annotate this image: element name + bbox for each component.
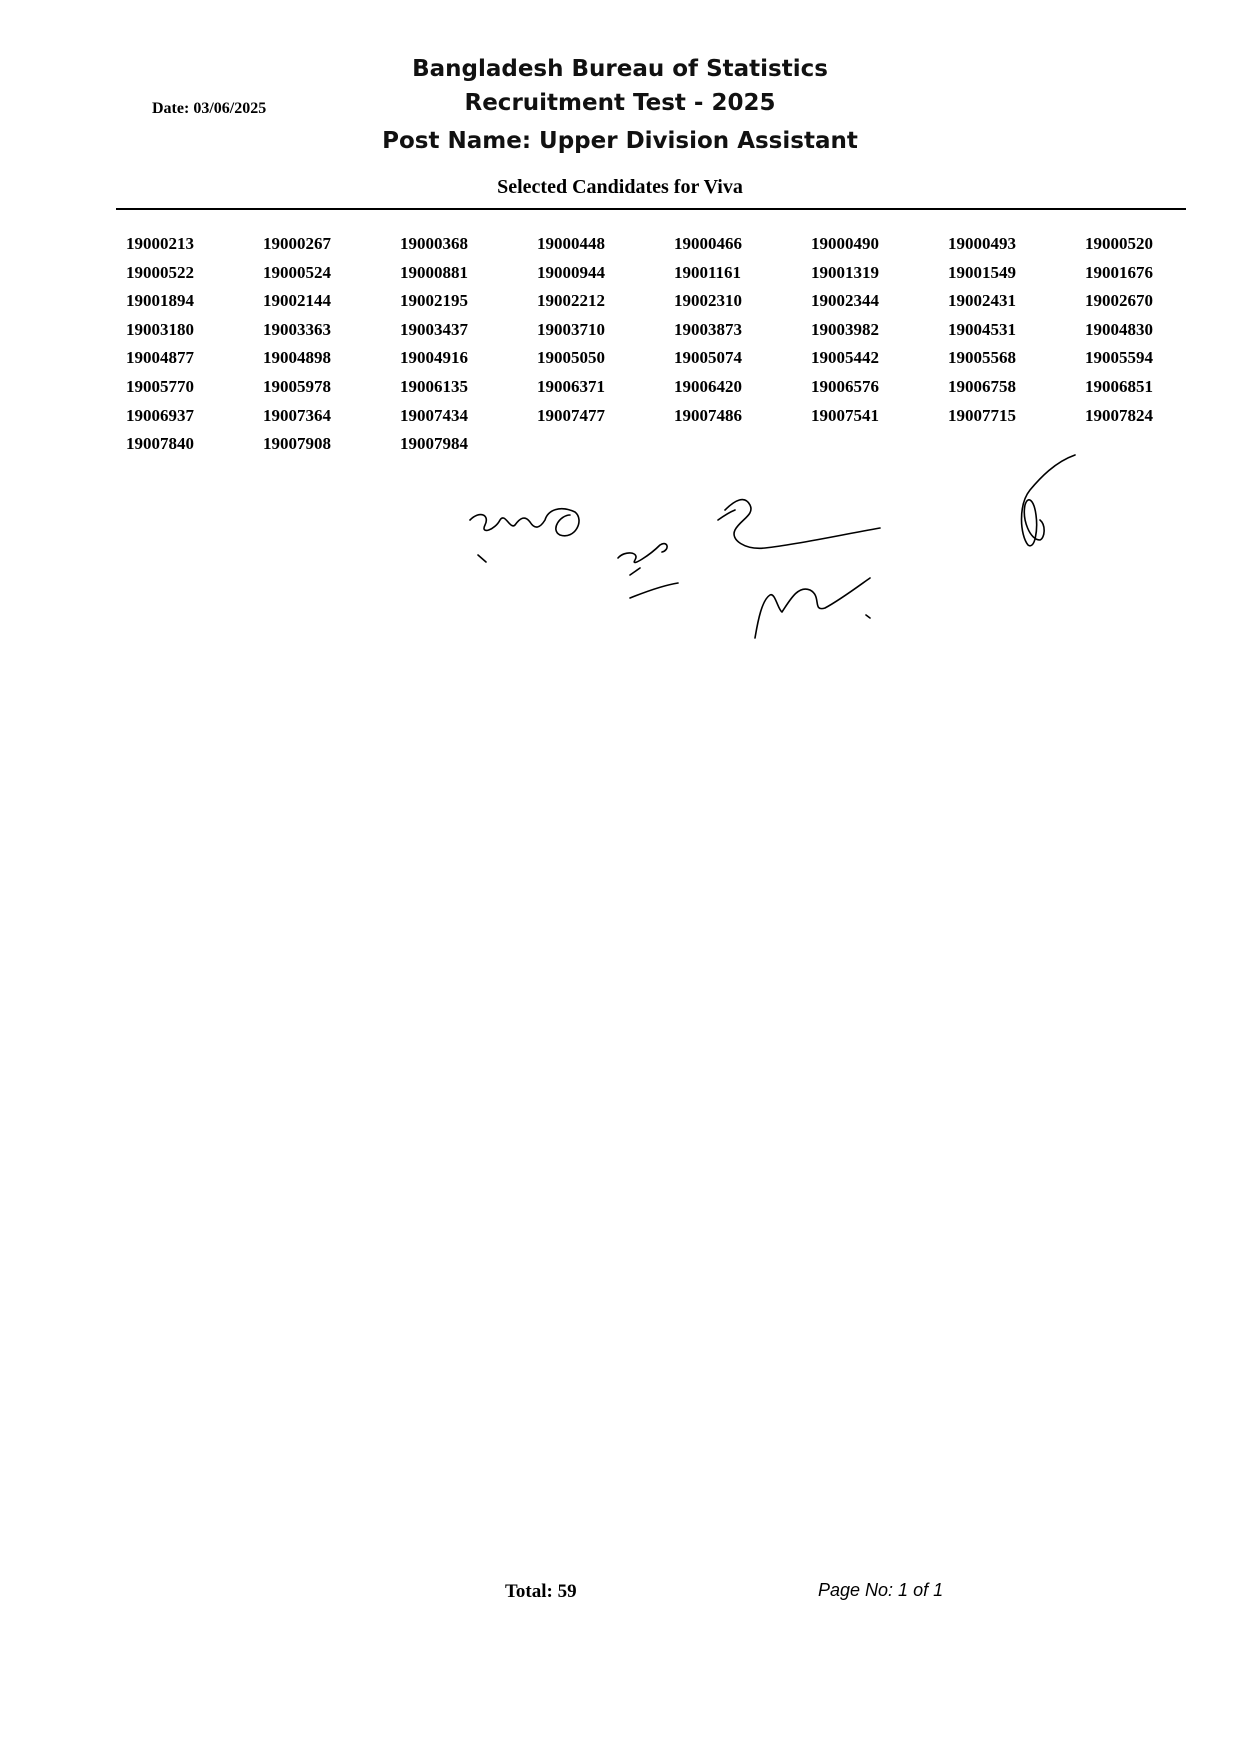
- roll-number: 19002344: [811, 291, 879, 311]
- roll-number: 19007715: [948, 405, 1016, 425]
- list-subtitle: Selected Candidates for Viva: [497, 176, 743, 198]
- roll-number: 19000490: [811, 234, 879, 253]
- signature-2: [618, 544, 678, 598]
- roll-number: 19005594: [1085, 348, 1153, 368]
- roll-number: 19005074: [674, 348, 742, 368]
- roll-number: 19000267: [263, 234, 331, 253]
- roll-number: 19006576: [811, 376, 879, 396]
- roll-number: 19003873: [674, 319, 742, 339]
- roll-number: 19002144: [263, 291, 331, 311]
- signature-4: [755, 578, 870, 638]
- roll-number: 19007840: [126, 434, 194, 454]
- signature-5: [1022, 455, 1076, 546]
- roll-number: 19007824: [1085, 405, 1153, 425]
- roll-number: 19005050: [537, 348, 605, 368]
- post-title: Post Name: Upper Division Assistant: [382, 128, 858, 154]
- roll-number: 19000493: [948, 234, 1016, 253]
- roll-number: 19005442: [811, 348, 879, 368]
- roll-number: 19007364: [263, 405, 331, 425]
- roll-number: 19003710: [537, 319, 605, 339]
- roll-number: 19003363: [263, 319, 331, 339]
- roll-number: 19000448: [537, 234, 605, 253]
- total-count: Total: 59: [505, 1581, 577, 1602]
- roll-number: 19001161: [674, 262, 742, 282]
- roll-number: 19007984: [400, 434, 468, 454]
- page-number: Page No: 1 of 1: [818, 1580, 944, 1600]
- header-divider: [116, 208, 1186, 210]
- roll-number: 19006851: [1085, 376, 1153, 396]
- roll-number: 19001894: [126, 291, 194, 311]
- roll-number: 19004916: [400, 348, 468, 368]
- roll-number: 19006758: [948, 376, 1016, 396]
- roll-number-grid: [126, 234, 1166, 463]
- roll-number: 19000524: [263, 262, 331, 282]
- roll-number: 19001319: [811, 262, 879, 282]
- date-label: Date: 03/06/2025: [152, 100, 267, 117]
- roll-number: 19004531: [948, 319, 1016, 339]
- roll-number: 19006371: [537, 376, 605, 396]
- roll-number: 19006937: [126, 405, 194, 425]
- test-title: Recruitment Test - 2025: [464, 90, 776, 116]
- roll-number: 19000368: [400, 234, 468, 253]
- roll-number: 19002431: [948, 291, 1016, 311]
- roll-number: 19005770: [126, 376, 194, 396]
- roll-number: 19007541: [811, 405, 879, 425]
- roll-number: 19002212: [537, 291, 605, 311]
- roll-number: 19007477: [537, 405, 605, 425]
- roll-number: 19005568: [948, 348, 1016, 368]
- signature-1: [470, 509, 579, 562]
- roll-number: 19003437: [400, 319, 468, 339]
- roll-number: 19007908: [263, 434, 331, 454]
- roll-number: 19004830: [1085, 319, 1153, 339]
- roll-number: 19004877: [126, 348, 194, 368]
- roll-number: 19000213: [126, 234, 194, 253]
- roll-number: 19002195: [400, 291, 468, 311]
- roll-number: 19007486: [674, 405, 742, 425]
- roll-number: 19003180: [126, 319, 194, 339]
- roll-number: 19000520: [1085, 234, 1153, 253]
- roll-number: 19004898: [263, 348, 331, 368]
- roll-number: 19002670: [1085, 291, 1153, 311]
- organization-title: Bangladesh Bureau of Statistics: [412, 56, 828, 82]
- roll-number: 19005978: [263, 376, 331, 396]
- roll-number: 19002310: [674, 291, 742, 311]
- roll-number: 19001549: [948, 262, 1016, 282]
- roll-number: 19007434: [400, 405, 468, 425]
- roll-number: 19006420: [674, 376, 742, 396]
- roll-number: 19000881: [400, 262, 468, 282]
- roll-number: 19000466: [674, 234, 742, 253]
- signature-3: [718, 500, 880, 549]
- roll-number: 19001676: [1085, 262, 1153, 282]
- roll-number: 19000944: [537, 262, 605, 282]
- roll-number: 19003982: [811, 319, 879, 339]
- roll-number: 19000522: [126, 262, 194, 282]
- roll-number: 19006135: [400, 376, 468, 396]
